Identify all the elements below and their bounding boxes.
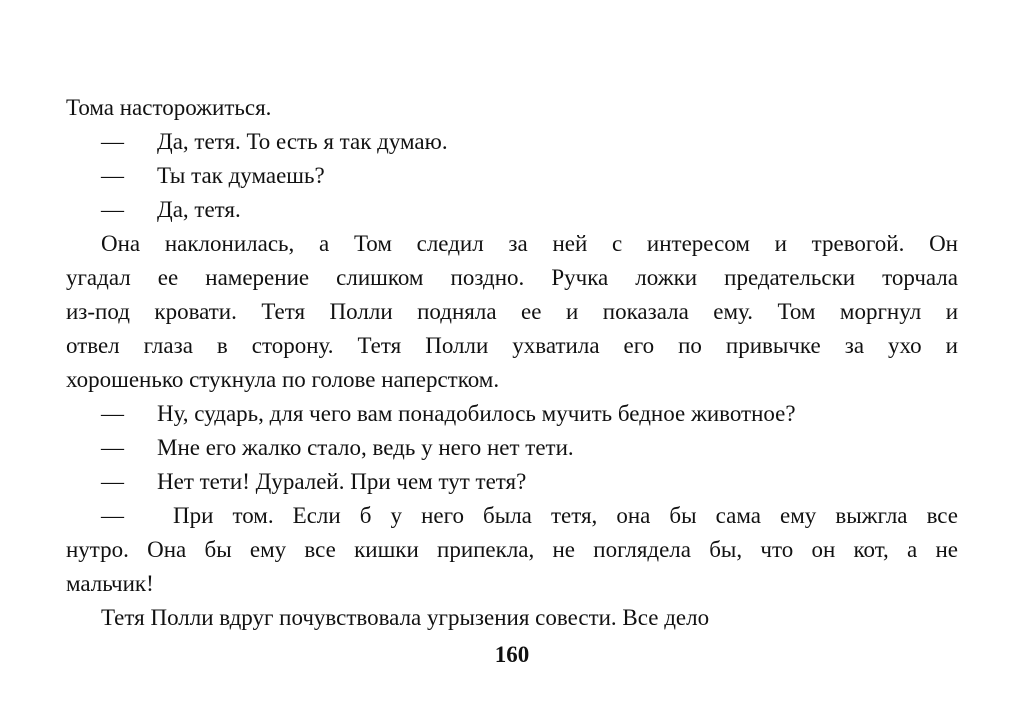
book-page-text — [66, 91, 958, 635]
text-line: нутро. Она бы ему все кишки припекла, не поглядела бы, что он кот, а не — [66, 537, 958, 562]
em-dash: — — [101, 129, 124, 154]
text-line: из-под кровати. Тетя Полли подняла ее и показала ему. Том моргнул и — [66, 299, 958, 324]
dialogue-line — [66, 125, 958, 159]
dialogue-line — [66, 193, 958, 227]
dialogue-text: Да, тетя. То есть я так думаю. — [157, 129, 448, 154]
dialogue-line — [66, 499, 958, 533]
text-line: Тома насторожиться. — [66, 95, 272, 120]
em-dash: — — [101, 197, 124, 222]
dialogue-text: Да, тетя. — [157, 197, 241, 222]
dialogue-line — [66, 159, 958, 193]
paragraph-first-line: Тетя Полли вдруг почувствовала угрызения совести. Все дело — [101, 605, 710, 630]
dialogue-text: Ты так думаешь? — [157, 163, 325, 188]
text-line: хорошенько стукнула по голове наперстком. — [66, 367, 500, 392]
page-number: 160 — [494, 642, 530, 667]
em-dash: — — [101, 503, 124, 528]
text-line: мальчик! — [66, 571, 154, 596]
dialogue-text: Мне его жалко стало, ведь у него нет тети. — [157, 435, 574, 460]
text-line: отвел глаза в сторону. Тетя Полли ухватила его по привычке за ухо и — [66, 333, 958, 358]
em-dash: — — [101, 469, 124, 494]
dialogue-line — [66, 431, 958, 465]
text-line: угадал ее намерение слишком поздно. Ручка ложки предательски торчала — [66, 265, 958, 290]
dialogue-line — [66, 465, 958, 499]
em-dash: — — [101, 401, 124, 426]
dialogue-text: Ну, сударь, для чего вам понадобилось мучить бедное животное? — [157, 401, 796, 426]
em-dash: — — [101, 163, 124, 188]
dialogue-text: Нет тети! Дуралей. При чем тут тетя? — [157, 469, 527, 494]
dialogue-line — [66, 397, 958, 431]
dialogue-text: При том. Если б у него была тетя, она бы сама ему выжгла все — [173, 503, 958, 528]
paragraph-first-line: Она наклонилась, а Том следил за ней с интересом и тревогой. Он — [101, 231, 958, 256]
em-dash: — — [101, 435, 124, 460]
